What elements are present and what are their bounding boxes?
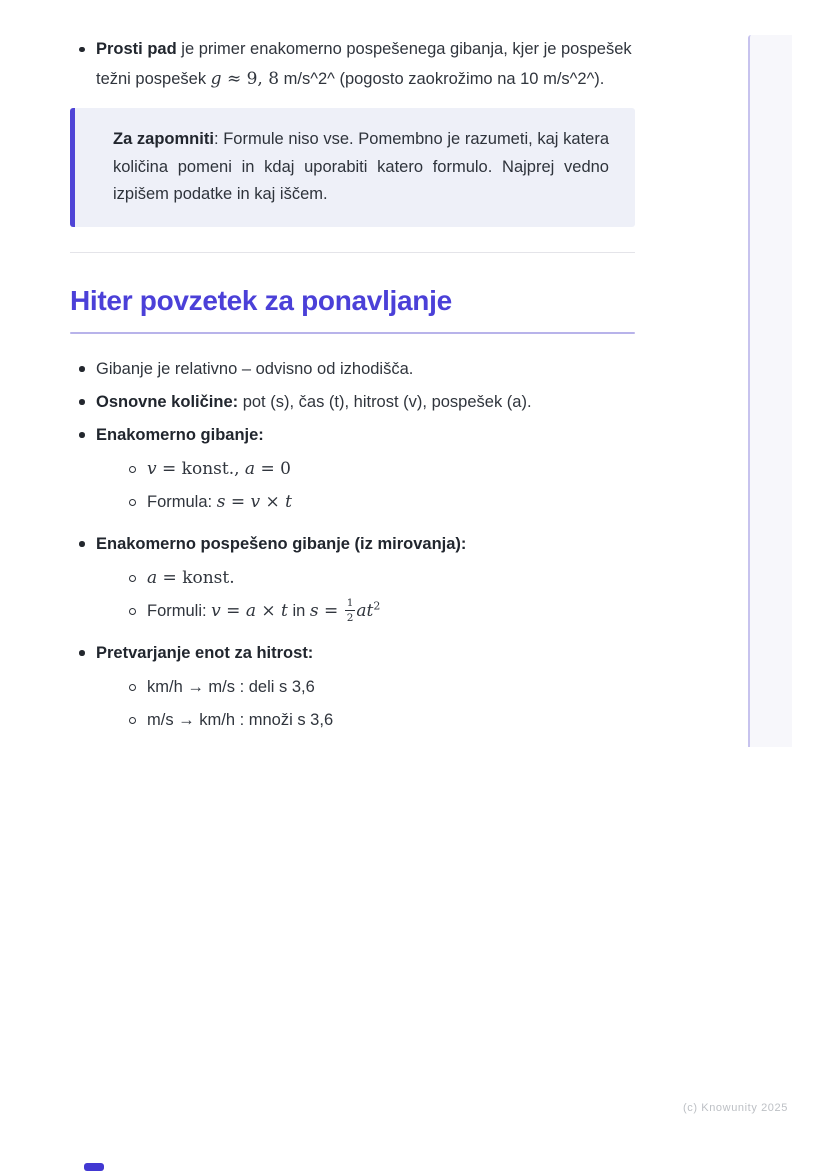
sub-list-conversion bbox=[96, 671, 635, 737]
sub-list-uniform bbox=[96, 453, 635, 519]
formula-s-vt bbox=[121, 486, 635, 519]
section-heading: Hiter povzetek za ponavljanje bbox=[70, 284, 452, 316]
math-text: = bbox=[318, 600, 344, 621]
math-text: × bbox=[260, 491, 286, 512]
math-var-a: a bbox=[147, 567, 158, 588]
conversion-kmh-to-ms: km/h → m/s : deli s 3,6 bbox=[121, 671, 635, 704]
callout-note bbox=[70, 108, 635, 227]
math-var-v: v bbox=[147, 458, 157, 479]
bullet-text-tail: m/s^2^ (pogosto zaokrožimo na 10 m/s^2^). bbox=[279, 70, 605, 88]
sub-list-accelerated bbox=[96, 562, 635, 628]
list-item-quantities bbox=[70, 387, 635, 417]
math-var-at: at bbox=[356, 600, 374, 621]
bold-term: Pretvarjanje enot za hitrost: bbox=[96, 643, 314, 662]
conversion-ms-to-kmh: m/s → km/h : množi s 3,6 bbox=[121, 704, 635, 737]
callout-text: : Formule niso vse. Pomembno je razumeti, kaj katera količina pomeni in kdaj uporabiti katero formulo. Najprej vedno izpišem podatke in kaj iščem. bbox=[113, 130, 609, 203]
list-item-unit-conversion bbox=[70, 638, 635, 737]
math-var-t: t bbox=[281, 600, 288, 621]
bold-term: Osnovne količine: bbox=[96, 392, 239, 411]
math-var-g: g bbox=[210, 69, 222, 89]
math-text: = bbox=[225, 491, 251, 512]
intro-bullet-list bbox=[70, 34, 635, 94]
formula-label: Formula: bbox=[147, 492, 217, 511]
callout-paragraph bbox=[113, 126, 609, 209]
list-item-relativity: Gibanje je relativno – odvisno od izhodišča. bbox=[70, 354, 635, 384]
formula-v-konst bbox=[121, 453, 635, 486]
math-var-s: s bbox=[216, 491, 226, 512]
math-var-s: s bbox=[309, 600, 319, 621]
formula-a-konst bbox=[121, 562, 635, 595]
math-text: = bbox=[220, 600, 246, 621]
bullet-text: je primer enakomerno pospešenega gibanja, kjer je pospešek težni pospešek bbox=[96, 40, 632, 88]
bold-term: Prosti pad bbox=[96, 40, 177, 58]
formula-label: Formuli: bbox=[147, 601, 212, 620]
math-value: ≈ 9, 8 bbox=[221, 69, 280, 89]
math-text: = konst., bbox=[156, 458, 245, 479]
math-var-t: t bbox=[285, 491, 292, 512]
math-text: × bbox=[255, 600, 282, 621]
callout-bold-label: Za zapomniti bbox=[113, 130, 214, 148]
item-text: pot (s), čas (t), hitrost (v), pospešek (a). bbox=[238, 392, 532, 411]
page-content bbox=[70, 34, 635, 747]
math-var-a: a bbox=[244, 458, 256, 479]
bold-term: Enakomerno gibanje: bbox=[96, 425, 264, 444]
math-var-v: v bbox=[250, 491, 261, 512]
bold-term: Enakomerno pospešeno gibanje (iz mirovanja): bbox=[96, 534, 467, 553]
formula-v-at-s-half-at2 bbox=[121, 595, 635, 628]
math-var-v: v bbox=[211, 600, 221, 621]
page-edge-panel bbox=[748, 35, 792, 747]
list-item-accelerated-motion bbox=[70, 529, 635, 628]
summary-list bbox=[70, 354, 635, 737]
conjunction-text: in bbox=[287, 601, 310, 620]
math-superscript-2: 2 bbox=[373, 599, 381, 612]
bullet-prosti-pad bbox=[70, 34, 635, 94]
fraction-one-half: $\frac{1}{2}$ bbox=[346, 597, 354, 624]
math-var-a: a bbox=[245, 600, 256, 621]
next-section-accent bbox=[84, 1163, 104, 1171]
section-divider bbox=[70, 252, 635, 253]
list-item-uniform-motion bbox=[70, 420, 635, 519]
heading-underline bbox=[70, 332, 635, 334]
math-text: = 0 bbox=[255, 458, 291, 479]
math-text: = konst. bbox=[157, 567, 235, 588]
copyright-footer: (c) Knowunity 2025 bbox=[683, 1102, 788, 1114]
